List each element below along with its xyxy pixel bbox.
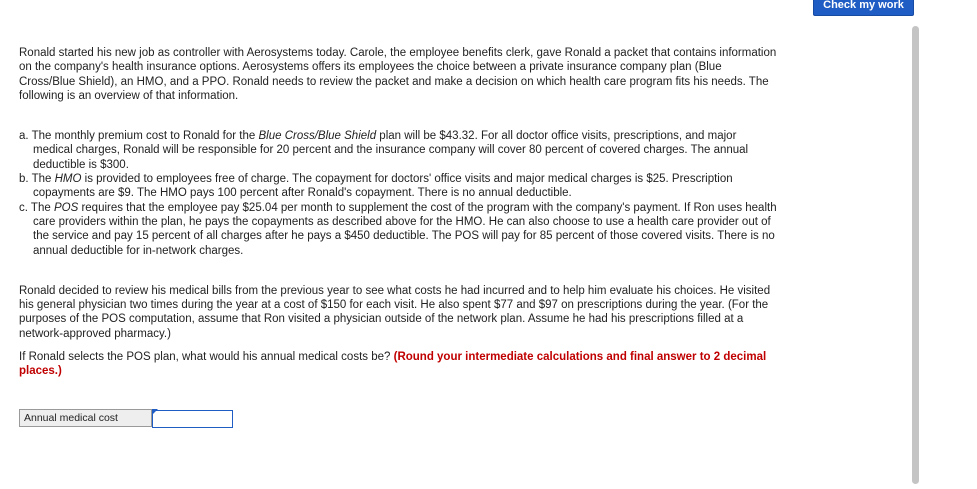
plan-options-list (19, 129, 779, 258)
problem-content (19, 46, 779, 379)
input-corner-marker-icon (152, 409, 158, 415)
rounding-instruction: (Round your intermediate calculations and final answer to 2 decimal places.) (19, 351, 767, 378)
option-text: a. The monthly premium cost to Ronald for the (19, 130, 259, 143)
answer-input-wrapper (152, 409, 233, 428)
option-text: c. The (19, 201, 54, 214)
plan-name: Blue Cross/Blue Shield (258, 130, 377, 143)
problem-intro: Ronald started his new job as controller with Aerosystems today. Carole, the employee benefits clerk, gave Ronald a packet that contains information on the company's health insurance options. Aerosystems offers its employees the choice between a private insurance company plan (Blue Cross/Blue Shield), an HMO, and a PPO. Ronald needs to review the packet and make a decision on which health care program fits his needs. The following is an overview of that information. (19, 47, 777, 102)
option-pos (19, 201, 779, 258)
option-text: plan will be $43.32. For all doctor office visits, prescriptions, and major medical charges, Ronald will be responsible for 20 percent and the insurance company will cover 80 percent of covered charges. The annual deductible is $300. (33, 130, 749, 171)
plan-name: HMO (54, 173, 82, 186)
check-my-work-button[interactable]: Check my work (813, 0, 914, 16)
question (19, 350, 779, 379)
option-text: requires that the employee pay $25.04 per month to supplement the cost of the program with the company's payment. If Ron uses health care providers within the plan, he pays the copayments as described above for the HMO. He can also choose to use a health care provider out of the service and pay 15 percent of all charges after he pays a $450 deductible. The POS will pay for 85 percent of those covered visits. There is no annual deductible for in-network charges. (33, 201, 777, 257)
scrollbar[interactable] (912, 26, 919, 484)
plan-name: POS (53, 201, 79, 214)
annual-medical-cost-label: Annual medical cost (19, 409, 152, 427)
option-text: is provided to employees free of charge. The copayment for doctors' office visits and major medical charges is $25. Prescription copayments are $9. The HMO pays 100 percent after Ronald's copayment. There is no annual deductible. (33, 173, 733, 200)
annual-medical-cost-input[interactable] (152, 410, 233, 428)
scrollbar-thumb[interactable] (912, 26, 919, 484)
option-text: b. The (19, 173, 55, 186)
question-text: If Ronald selects the POS plan, what would his annual medical costs be? (19, 351, 394, 364)
answer-row (19, 409, 233, 428)
option-blue-cross (19, 129, 779, 172)
option-hmo (19, 172, 779, 201)
medical-bills-review: Ronald decided to review his medical bills from the previous year to see what costs he had incurred and to help him evaluate his choices. He visited his general physician two times during the year at a cost of $150 for each visit. He also spent $77 and $97 on prescriptions during the year. (For the purposes of the POS computation, assume that Ron visited a physician outside of the network plan. Assume he had his prescriptions filled at a network-approved pharmacy.) (19, 284, 771, 340)
